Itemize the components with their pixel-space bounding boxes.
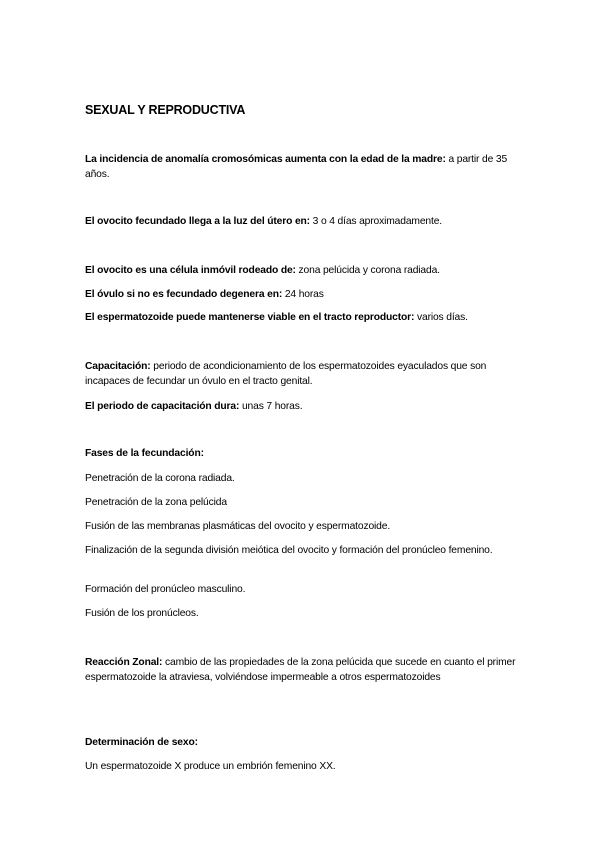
paragraph-lead: El ovocito es una célula inmóvil rodeado de: [85,265,296,276]
list-item [85,496,525,511]
paragraph-text: varios días. [414,312,468,323]
paragraph-text: Penetración de la zona pelúcida [85,497,227,508]
paragraph [85,264,525,279]
paragraph-lead: Fases de la fecundación: [85,448,204,459]
list-item [85,544,525,559]
paragraph-text: unas 7 horas. [239,401,303,412]
paragraph-lead: Determinación de sexo: [85,737,198,748]
paragraph-text: 24 horas [282,289,324,300]
paragraph-lead: Reacción Zonal: [85,657,163,668]
section-heading [85,447,525,462]
paragraph-lead: El óvulo si no es fecundado degenera en: [85,289,283,300]
paragraph-text: Finalización de la segunda división meiótica del ovocito y formación del pronúcleo femenino. [85,545,493,556]
paragraph-text: Un espermatozoide X produce un embrión femenino XX. [85,761,336,772]
paragraph [85,311,525,326]
paragraph [85,656,525,685]
paragraph [85,360,525,389]
paragraph-lead: El periodo de capacitación dura: [85,401,240,412]
paragraph-lead: El ovocito fecundado llega a la luz del útero en: [85,216,310,227]
paragraph [85,400,525,415]
paragraph-text: Penetración de la corona radiada. [85,473,235,484]
paragraph-text: Formación del pronúcleo masculino. [85,584,246,595]
paragraph [85,153,525,182]
paragraph-text: Fusión de los pronúcleos. [85,608,199,619]
paragraph-lead: Capacitación: [85,361,151,372]
document-title: SEXUAL Y REPRODUCTIVA [85,103,246,117]
paragraph-text: Fusión de las membranas plasmáticas del ovocito y espermatozoide. [85,521,391,532]
paragraph [85,288,525,303]
list-item [85,520,525,535]
paragraph-text: zona pelúcida y corona radiada. [295,265,440,276]
paragraph [85,760,525,775]
list-item [85,583,525,598]
paragraph-text: cambio de las propiedades de la zona pelúcida que sucede en cuanto el primer espermatozoide la atraviesa, volviéndose impermeable a otros espermatozoides [85,657,516,683]
section-heading [85,736,525,751]
paragraph-text: a partir de 35 años. [85,154,508,180]
paragraph-lead: La incidencia de anomalía cromosómicas aumenta con la edad de la madre: [85,154,446,165]
list-item [85,472,525,487]
paragraph-text: 3 o 4 días aproximadamente. [309,216,442,227]
paragraph-text: periodo de acondicionamiento de los espermatozoides eyaculados que son incapaces de fecundar un óvulo en el tracto genital. [85,361,487,387]
paragraph-lead: El espermatozoide puede mantenerse viable en el tracto reproductor: [85,312,415,323]
list-item [85,607,525,622]
paragraph [85,215,525,230]
